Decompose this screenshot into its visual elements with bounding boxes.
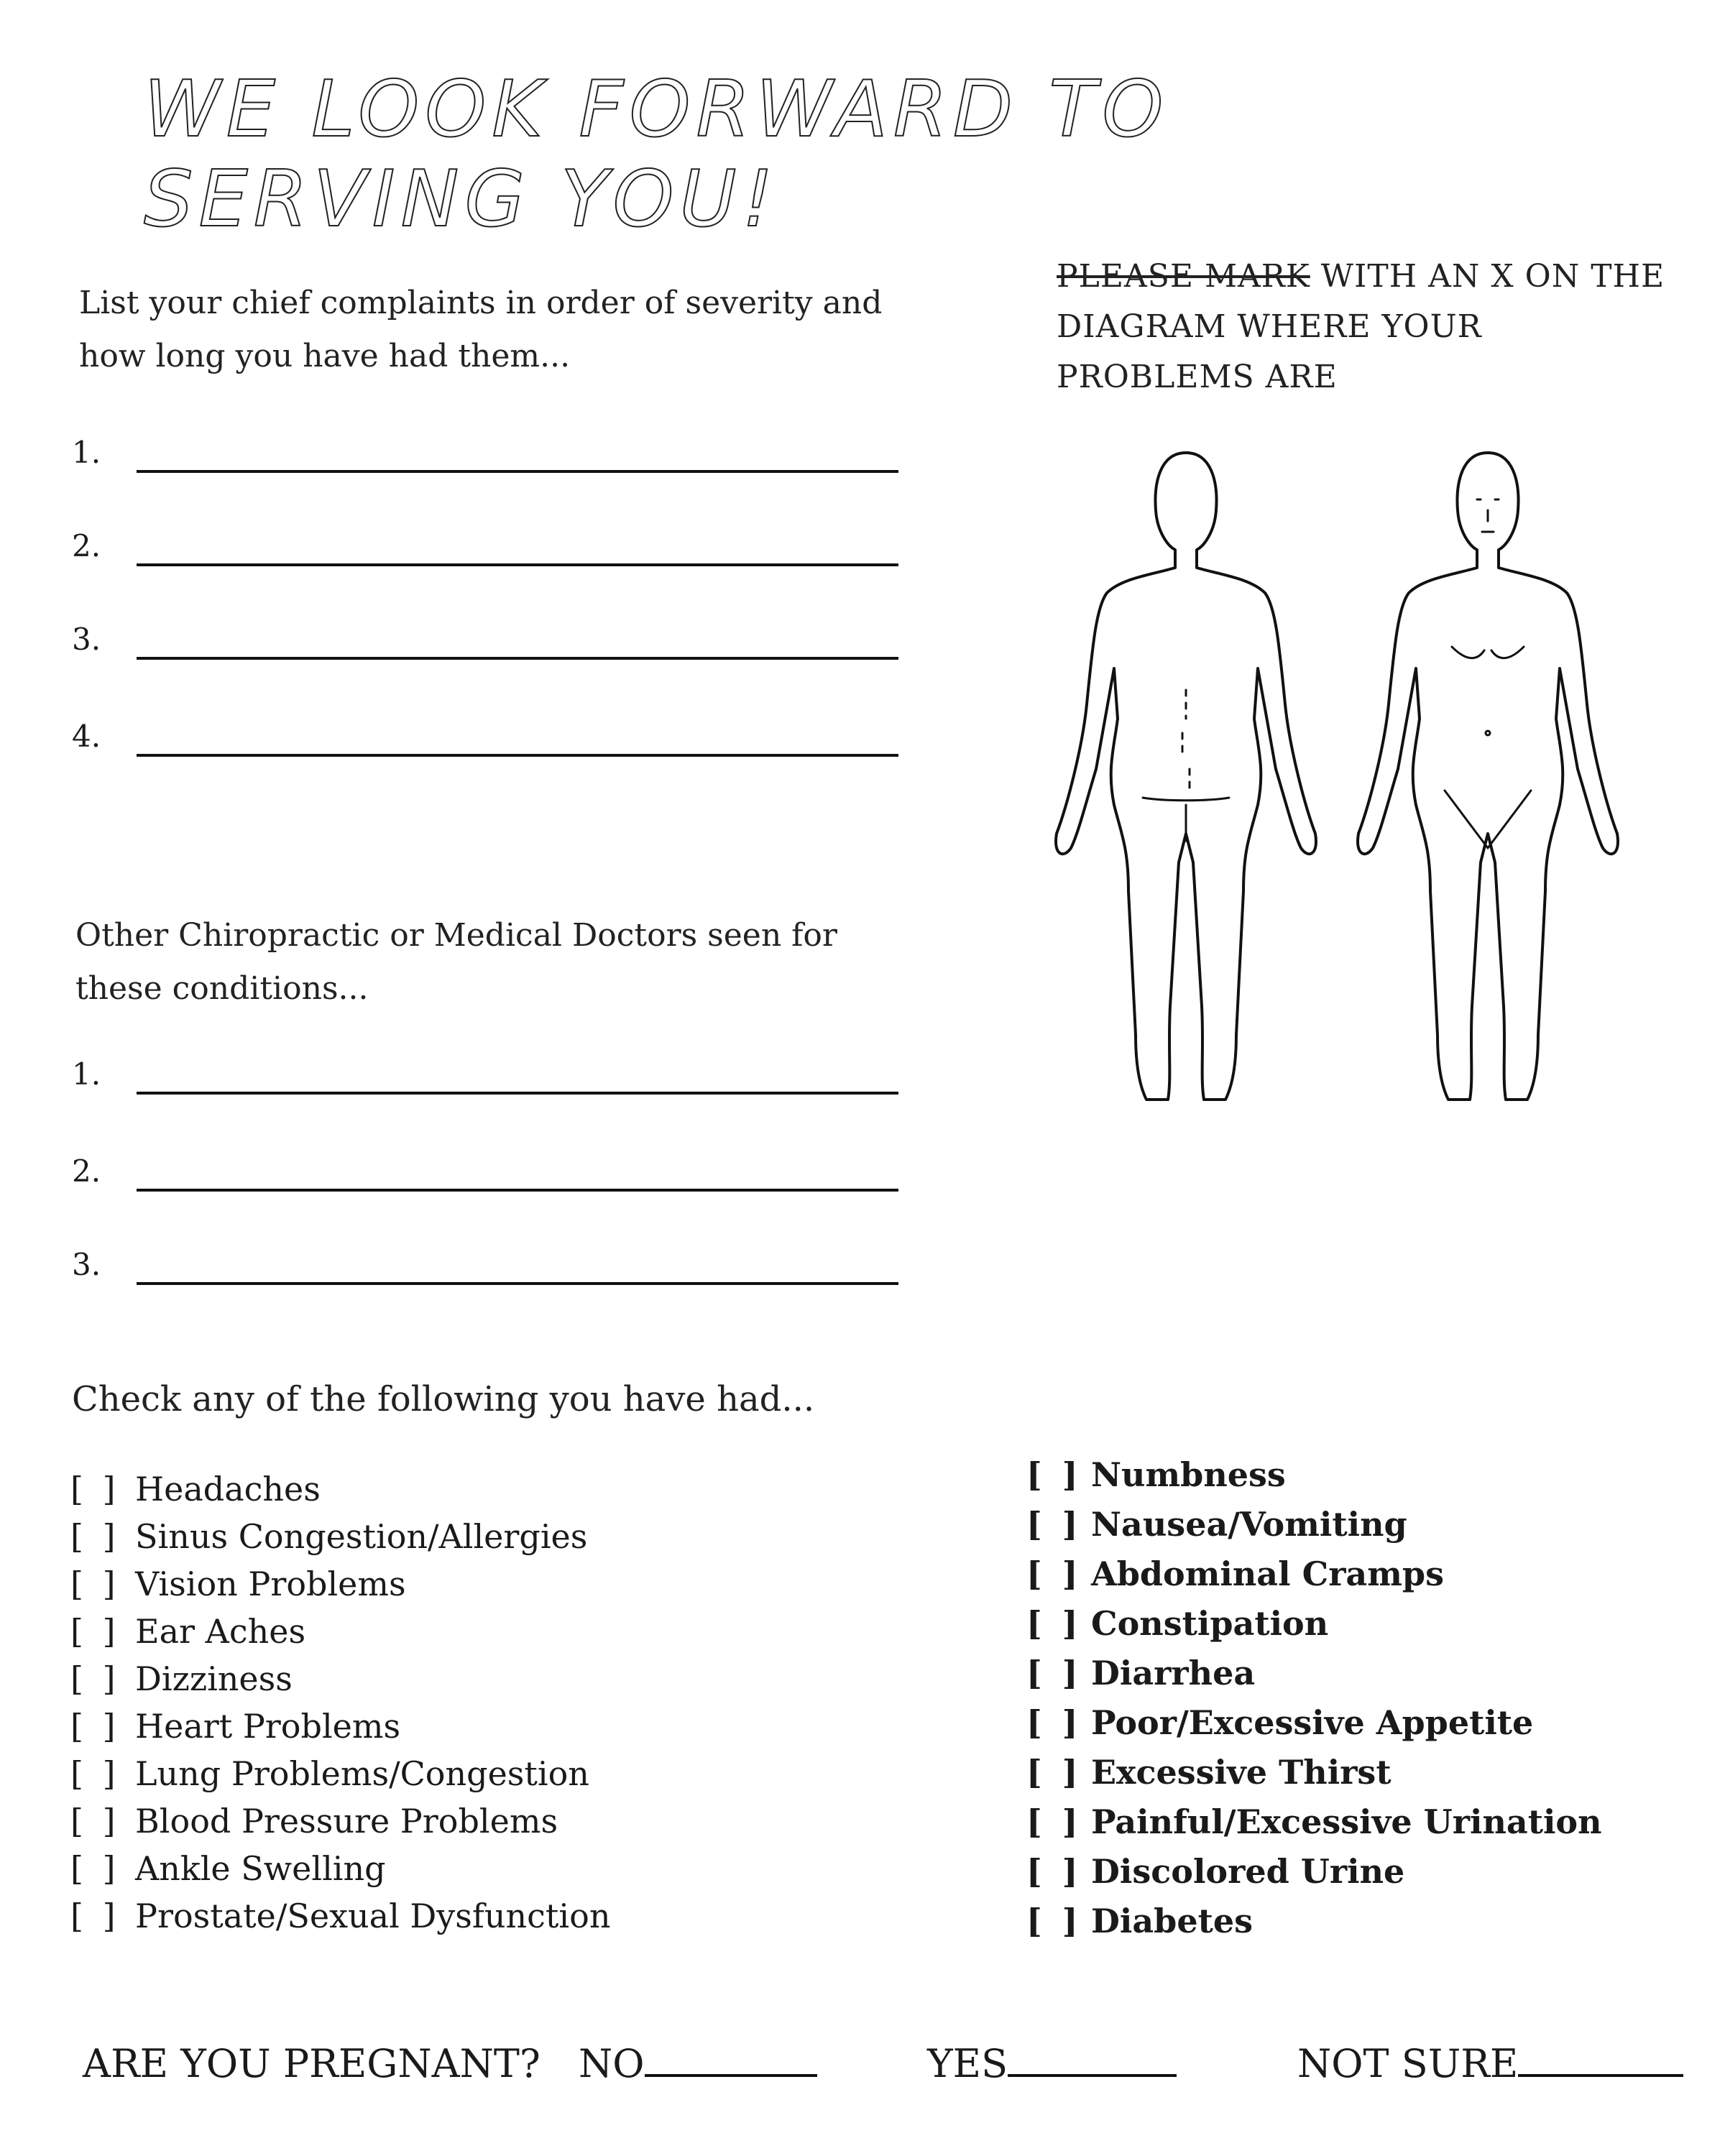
checklist-item[interactable]: [1026, 1554, 1602, 1604]
chief-complaints-instruction: List your chief complaints in order of severity and how long you have had them...: [79, 285, 883, 374]
checkbox[interactable]: [ ]: [1026, 1505, 1082, 1544]
chief-complaint-line-4[interactable]: [72, 708, 898, 765]
other-doctor-line-2[interactable]: [72, 1143, 898, 1200]
other-doctor-line-3[interactable]: [72, 1236, 898, 1294]
checkbox[interactable]: [ ]: [1026, 1852, 1082, 1891]
body-diagram[interactable]: [1035, 431, 1653, 1164]
checklist-item-label: Vision Problems: [135, 1565, 406, 1603]
checklist-item-label: Abdominal Cramps: [1091, 1554, 1444, 1593]
checklist-item-label: Discolored Urine: [1091, 1852, 1405, 1891]
line-number: 4.: [72, 719, 101, 754]
checkbox[interactable]: [ ]: [1026, 1554, 1082, 1593]
checklist-item-label: Nausea/Vomiting: [1091, 1505, 1407, 1544]
checklist-item-label: Diarrhea: [1091, 1654, 1256, 1692]
checklist-item-label: Numbness: [1091, 1455, 1286, 1494]
checklist-item[interactable]: [70, 1849, 610, 1897]
blank-line[interactable]: [137, 657, 898, 660]
checklist-item[interactable]: [1026, 1505, 1602, 1554]
checkbox[interactable]: [ ]: [70, 1565, 120, 1603]
blank-line[interactable]: [137, 563, 898, 566]
checklist-item-label: Blood Pressure Problems: [135, 1802, 558, 1841]
other-doctor-line-1[interactable]: [72, 1046, 898, 1103]
pregnancy-no-label: NO: [579, 2041, 645, 2086]
checklist-right-column: [1026, 1455, 1602, 1951]
checklist-item-label: Ankle Swelling: [135, 1849, 386, 1888]
diagram-instruction-struck: PLEASE MARK: [1057, 258, 1310, 295]
checklist-item[interactable]: [70, 1659, 610, 1707]
front-view-figure[interactable]: [1358, 453, 1618, 1100]
checklist-item[interactable]: [70, 1802, 610, 1849]
pregnancy-yes-blank[interactable]: [1008, 2045, 1177, 2077]
pregnancy-question: ARE YOU PREGNANT?: [83, 2041, 540, 2086]
pregnancy-not-sure-blank[interactable]: [1518, 2045, 1683, 2077]
checklist-instruction: Check any of the following you have had...: [72, 1379, 815, 1419]
checklist-item-label: Headaches: [135, 1470, 321, 1508]
line-number: 1.: [72, 435, 101, 470]
checklist-item[interactable]: [70, 1754, 610, 1802]
pregnancy-not-sure-option[interactable]: [1297, 2041, 1683, 2086]
checkbox[interactable]: [ ]: [1026, 1654, 1082, 1692]
checkbox[interactable]: [ ]: [70, 1517, 120, 1556]
checkbox[interactable]: [ ]: [1026, 1703, 1082, 1742]
checkbox[interactable]: [ ]: [70, 1612, 120, 1651]
blank-line[interactable]: [137, 1282, 898, 1285]
line-number: 3.: [72, 1247, 101, 1282]
checkbox[interactable]: [ ]: [70, 1802, 120, 1841]
checklist-item-label: Diabetes: [1091, 1902, 1254, 1940]
checkbox[interactable]: [ ]: [70, 1754, 120, 1793]
checklist-item[interactable]: [70, 1470, 610, 1517]
chief-complaint-line-3[interactable]: [72, 611, 898, 668]
pregnancy-no-option[interactable]: [579, 2041, 817, 2086]
checklist-left-column: [70, 1470, 610, 1944]
checklist-item[interactable]: [70, 1565, 610, 1612]
blank-line[interactable]: [137, 1092, 898, 1095]
diagram-instruction-text: WITH AN X ON THE DIAGRAM WHERE YOUR PROBLEMS ARE: [1057, 258, 1665, 395]
checkbox[interactable]: [ ]: [70, 1470, 120, 1508]
blank-line[interactable]: [137, 1189, 898, 1192]
line-number: 3.: [72, 622, 101, 657]
page-title: WE LOOK FORWARD TO SERVING YOU!: [144, 65, 1169, 244]
checklist-item[interactable]: [1026, 1802, 1602, 1852]
pregnancy-yes-label: YES: [927, 2041, 1008, 2086]
checkbox[interactable]: [ ]: [1026, 1802, 1082, 1841]
blank-line[interactable]: [137, 754, 898, 757]
checklist-item-label: Sinus Congestion/Allergies: [135, 1517, 588, 1556]
checklist-item[interactable]: [1026, 1604, 1602, 1654]
pregnancy-no-blank[interactable]: [645, 2045, 817, 2077]
checklist-item[interactable]: [70, 1612, 610, 1659]
checklist-item[interactable]: [70, 1897, 610, 1944]
checklist-item-label: Dizziness: [135, 1659, 293, 1698]
checklist-item[interactable]: [1026, 1455, 1602, 1505]
checklist-item[interactable]: [1026, 1902, 1602, 1951]
checklist-item[interactable]: [1026, 1654, 1602, 1703]
checklist-item[interactable]: [70, 1707, 610, 1754]
checkbox[interactable]: [ ]: [1026, 1753, 1082, 1792]
checkbox[interactable]: [ ]: [1026, 1604, 1082, 1643]
checklist-item-label: Prostate/Sexual Dysfunction: [135, 1897, 611, 1935]
checklist-item-label: Painful/Excessive Urination: [1091, 1802, 1602, 1841]
checklist-item-label: Ear Aches: [135, 1612, 306, 1651]
line-number: 2.: [72, 528, 101, 563]
back-view-figure[interactable]: [1056, 453, 1316, 1100]
checkbox[interactable]: [ ]: [1026, 1902, 1082, 1940]
other-doctors-instruction: Other Chiropractic or Medical Doctors seen for these conditions...: [75, 917, 837, 1007]
line-number: 1.: [72, 1056, 101, 1092]
diagram-instruction: [1057, 252, 1675, 402]
blank-line[interactable]: [137, 470, 898, 473]
checklist-item[interactable]: [1026, 1852, 1602, 1902]
checklist-item-label: Poor/Excessive Appetite: [1091, 1703, 1534, 1742]
checkbox[interactable]: [ ]: [70, 1707, 120, 1746]
checklist-item-label: Excessive Thirst: [1091, 1753, 1392, 1792]
checkbox[interactable]: [ ]: [1026, 1455, 1082, 1494]
checklist-item[interactable]: [1026, 1753, 1602, 1802]
chief-complaint-line-1[interactable]: [72, 424, 898, 482]
pregnancy-yes-option[interactable]: [927, 2041, 1177, 2086]
checkbox[interactable]: [ ]: [70, 1849, 120, 1888]
checklist-item[interactable]: [1026, 1703, 1602, 1753]
pregnancy-not-sure-label: NOT SURE: [1297, 2041, 1519, 2086]
line-number: 2.: [72, 1153, 101, 1189]
checklist-item-label: Constipation: [1091, 1604, 1329, 1643]
chief-complaint-line-2[interactable]: [72, 517, 898, 575]
checkbox[interactable]: [ ]: [70, 1897, 120, 1935]
checklist-item[interactable]: [70, 1517, 610, 1565]
checklist-item-label: Lung Problems/Congestion: [135, 1754, 589, 1793]
checkbox[interactable]: [ ]: [70, 1659, 120, 1698]
checklist-item-label: Heart Problems: [135, 1707, 401, 1746]
